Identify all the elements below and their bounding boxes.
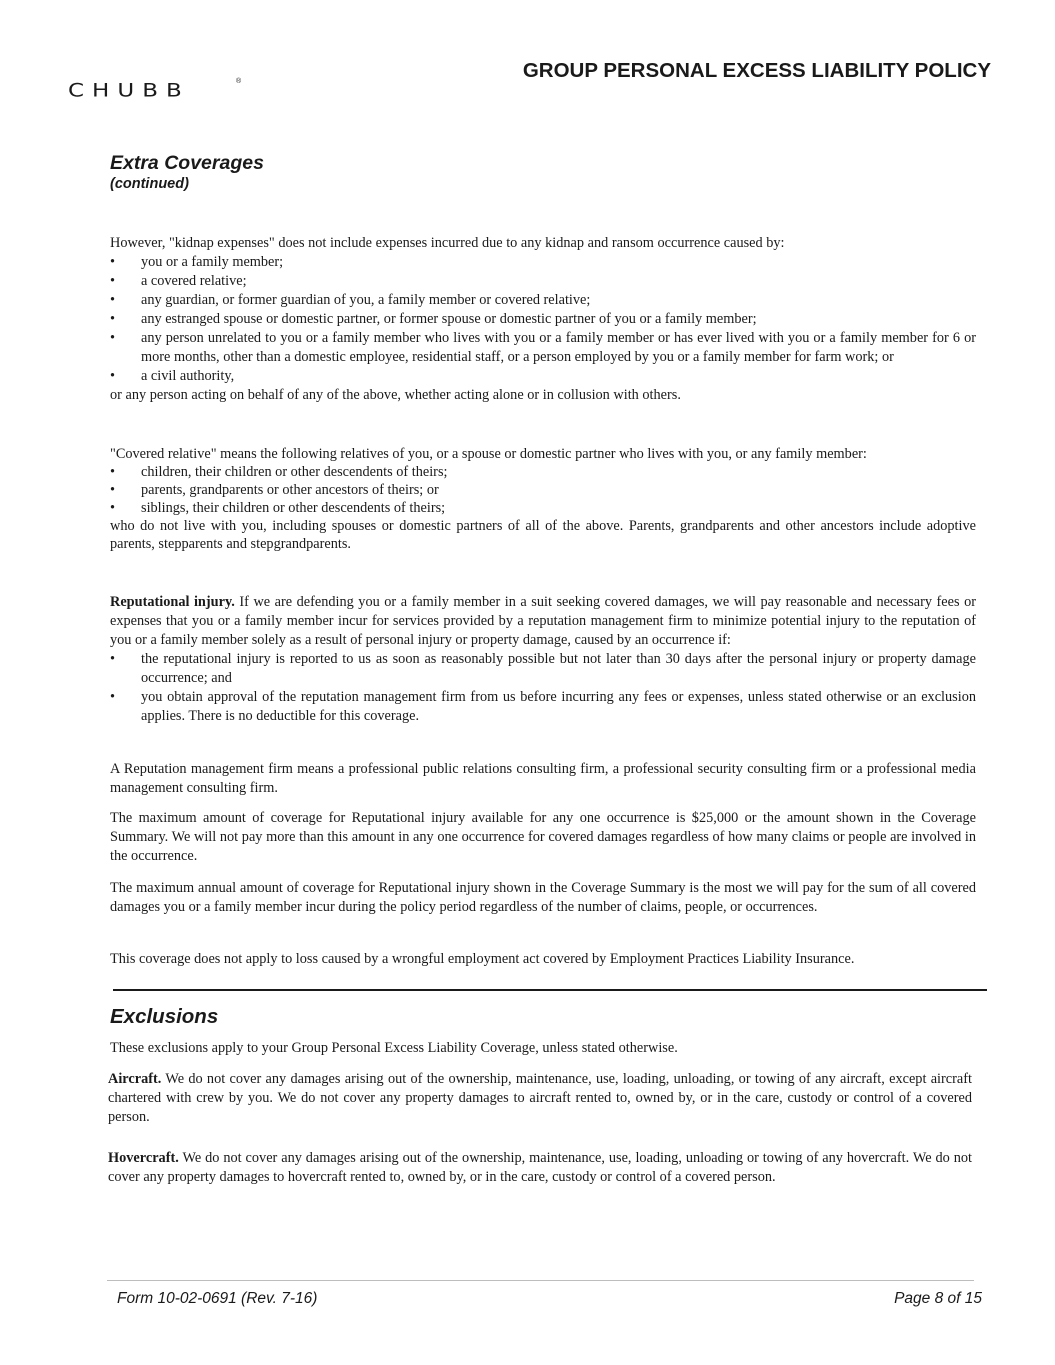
list-item: • any person unrelated to you or a family member who lives with you or a family member or has ever lived with you or a family member for 6 or more months, other than a domestic employee, residential staff, or a person employed by you or a family member for farm work; or xyxy=(110,329,976,367)
list-item: • any estranged spouse or domestic partner, or former spouse or domestic partner of you or a family member; xyxy=(110,310,976,329)
hovercraft-exclusion xyxy=(108,1149,972,1187)
section-heading-exclusions: Exclusions xyxy=(110,1005,219,1028)
reputational-injury-label: Reputational injury. xyxy=(110,594,235,610)
section-divider xyxy=(113,989,987,991)
list-item: • the reputational injury is reported to us as soon as reasonably possible but not later than 30 days after the personal injury or property damage occurrence; and xyxy=(110,650,976,688)
reputational-injury-paragraph xyxy=(110,593,976,650)
reputation-firm-definition: A Reputation management firm means a professional public relations consulting firm, a professional security consulting firm or a professional media management consulting firm. xyxy=(110,761,976,796)
registered-mark: ® xyxy=(236,78,242,85)
list-item: • siblings, their children or other descendents of theirs; xyxy=(110,499,976,517)
document-title: GROUP PERSONAL EXCESS LIABILITY POLICY xyxy=(522,59,991,82)
list-item: • a covered relative; xyxy=(110,272,976,291)
covered-relative-bullet-list xyxy=(110,463,976,517)
covered-relative-outro: who do not live with you, including spouses or domestic partners of all of the above. Parents, grandparents and other ancestors include adoptive parents, stepparents and stepgrandparents. xyxy=(110,518,976,552)
aircraft-exclusion xyxy=(108,1070,972,1127)
form-number: Form 10-02-0691 (Rev. 7-16) xyxy=(117,1290,318,1307)
reputational-max-annual: The maximum annual amount of coverage for Reputational injury shown in the Coverage Summary is the most we will pay for the sum of all covered damages you or a family member incur during the policy period regardless of the number of claims, people, or occurrences. xyxy=(110,880,976,915)
kidnap-bullet-list xyxy=(110,253,976,386)
list-item: • parents, grandparents or other ancestors of theirs; or xyxy=(110,481,976,499)
reputational-injury-intro: If we are defending you or a family member in a suit seeking covered damages, we will pay reasonable and necessary fees or expenses that you or a family member incur for services provided by a reputation management firm to minimize potential injury to the reputation of you or a family member solely as a result of personal injury or property damage, caused by an occurrence if: xyxy=(110,594,976,648)
list-item: • a civil authority, xyxy=(110,367,976,386)
reputational-bullet-list xyxy=(110,650,976,726)
reputational-not-apply: This coverage does not apply to loss caused by a wrongful employment act covered by Employment Practices Liability Insurance. xyxy=(110,951,855,967)
chubb-logo xyxy=(68,78,242,106)
hovercraft-label: Hovercraft. xyxy=(108,1150,179,1166)
footer-divider xyxy=(107,1280,974,1281)
list-item: • any guardian, or former guardian of you, a family member or covered relative; xyxy=(110,291,976,310)
logo-wordmark: CHUBB xyxy=(68,80,190,102)
list-item: • you obtain approval of the reputation management firm from us before incurring any fees or expenses, unless stated otherwise or an exclusion applies. There is no deductible for this coverage. xyxy=(110,688,976,726)
aircraft-label: Aircraft. xyxy=(108,1071,162,1087)
kidnap-exclusion-block xyxy=(110,234,976,405)
covered-relative-intro: "Covered relative" means the following relatives of you, or a spouse or domestic partner who lives with you, or any family member: xyxy=(110,446,867,462)
aircraft-text: We do not cover any damages arising out of the ownership, maintenance, use, loading, unloading, or towing of any aircraft, except aircraft chartered with crew by you. We do not cover any property damages to aircraft rented to, owned by, or in the care, custody or control of a covered person. xyxy=(108,1071,972,1125)
reputational-max-amount: The maximum amount of coverage for Reputational injury available for any one occurrence is $25,000 or the amount shown in the Coverage Summary. We will not pay more than this amount in any one occurrence for covered damages regardless of how many claims or people are involved in the occurrence. xyxy=(110,810,976,864)
kidnap-outro: or any person acting on behalf of any of the above, whether acting alone or in collusion with others. xyxy=(110,387,681,403)
section-subheading-continued: (continued) xyxy=(110,176,189,192)
kidnap-intro: However, "kidnap expenses" does not include expenses incurred due to any kidnap and ransom occurrence caused by: xyxy=(110,235,785,251)
section-heading-extra-coverages: Extra Coverages xyxy=(110,152,264,174)
page-number: Page 8 of 15 xyxy=(894,1290,982,1307)
list-item: • you or a family member; xyxy=(110,253,976,272)
reputational-injury-block xyxy=(110,593,976,726)
covered-relative-block xyxy=(110,445,976,553)
exclusions-intro: These exclusions apply to your Group Personal Excess Liability Coverage, unless stated otherwise. xyxy=(110,1040,678,1056)
hovercraft-text: We do not cover any damages arising out of the ownership, maintenance, use, loading, unloading or towing of any hovercraft. We do not cover any property damages to hovercraft rented to, owned by, or in the care, custody or control of a covered person. xyxy=(108,1150,972,1185)
list-item: • children, their children or other descendents of theirs; xyxy=(110,463,976,481)
